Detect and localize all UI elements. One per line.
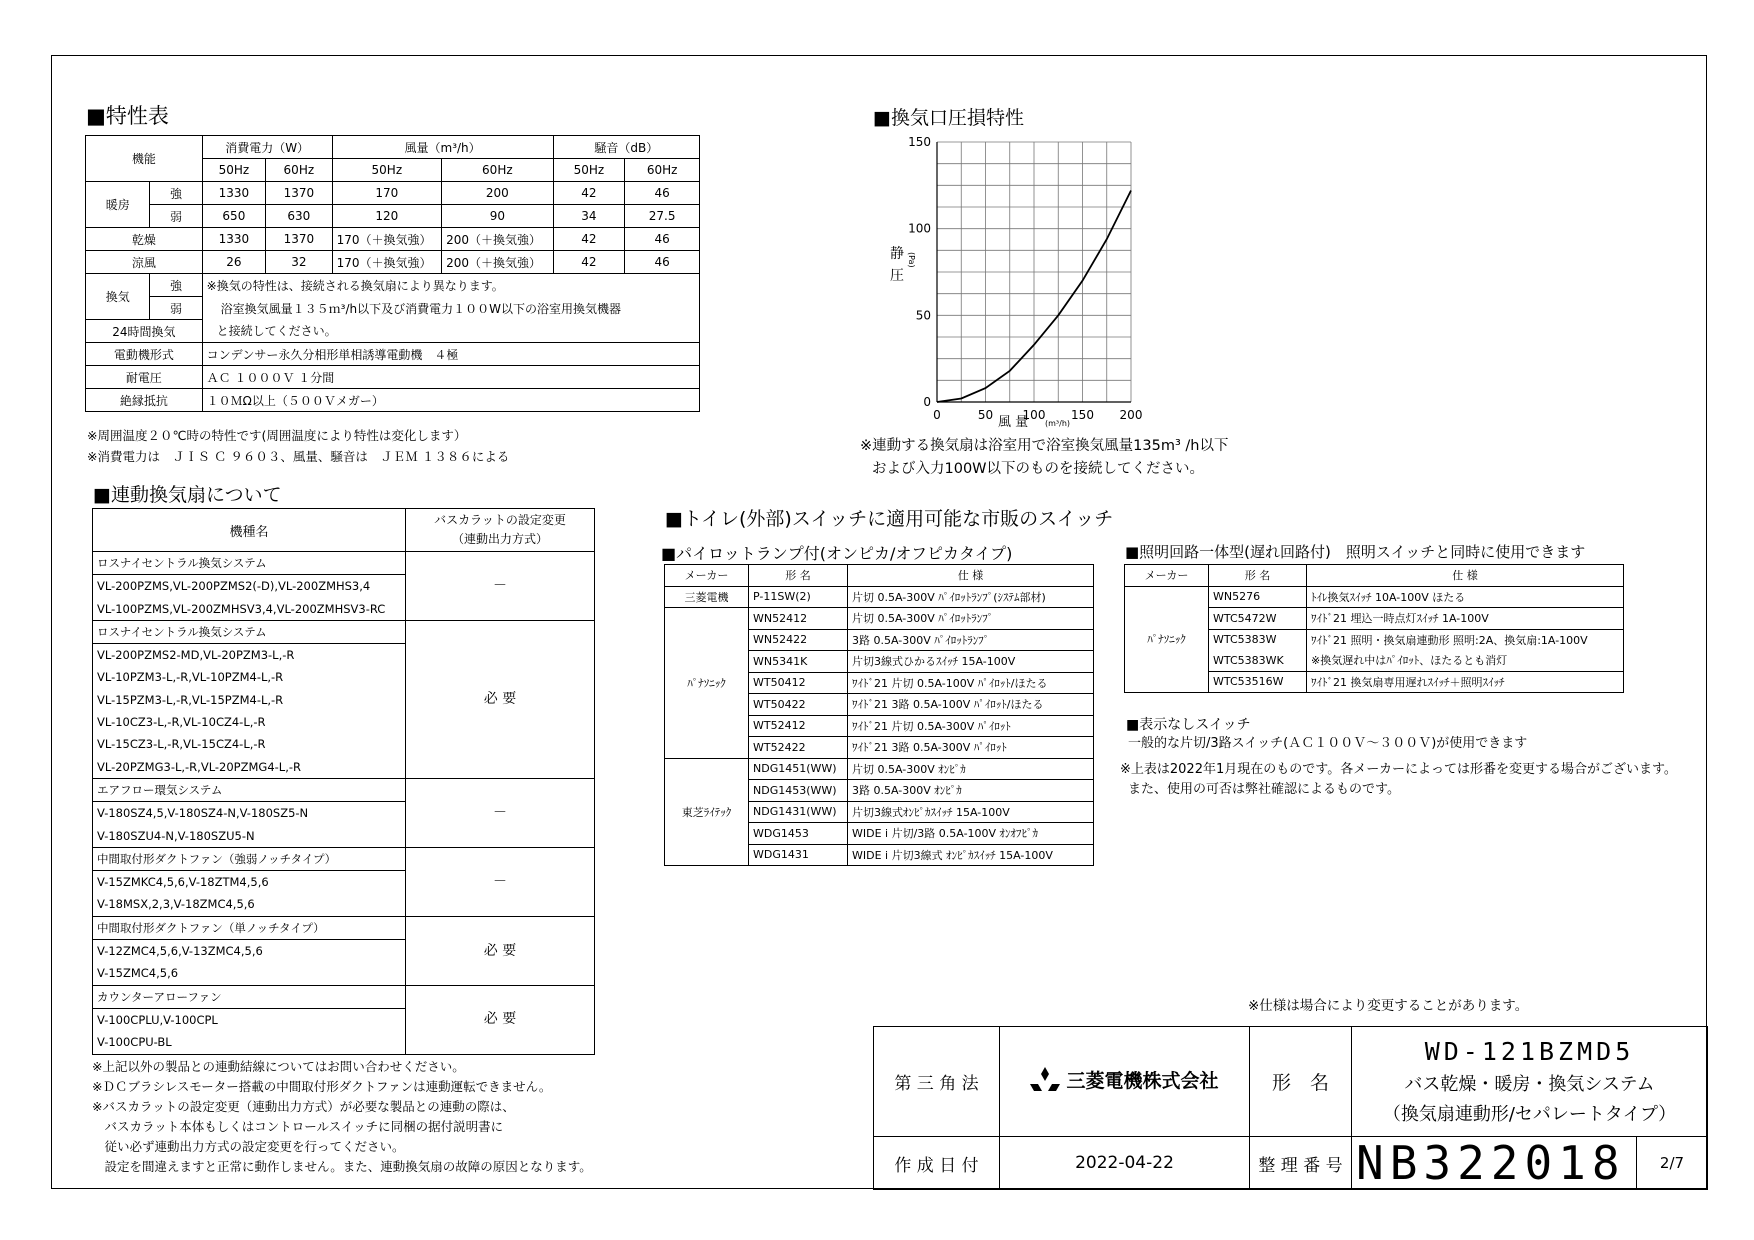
- date-label: 作 成 日 付: [874, 1137, 1000, 1190]
- fan-note: 従い必ず連動出力方式の設定変更を行ってください。: [92, 1139, 405, 1154]
- fan-h-model: 機種名: [93, 509, 406, 552]
- fan-group-heading: 中間取付形ダクトファン（強弱ノッチタイプ）: [93, 847, 406, 870]
- switch-row: [665, 608, 1094, 630]
- value-cell: 200: [442, 182, 554, 205]
- spec-title: ■特性表: [86, 104, 169, 128]
- insulation-value: １０ＭΩ以上（５００Ｖメガー）: [202, 389, 699, 412]
- switch-model: WT50422: [749, 694, 848, 716]
- row-group: 乾燥: [86, 228, 203, 251]
- switch-spec: ﾄｲﾚ換気ｽｲｯﾁ 10A-100V ほたる: [1307, 586, 1624, 608]
- fan-model-list: VL-15CZ3-L,-R,VL-15CZ4-L,-R: [93, 733, 406, 755]
- fan-model-list: V-100CPLU,V-100CPL: [93, 1008, 406, 1031]
- hz-cell: 60Hz: [442, 159, 554, 182]
- value-cell: 170（＋換気強）: [332, 228, 441, 251]
- row-group: 暖房: [86, 182, 150, 228]
- fan-group-heading: エアフロー環気システム: [93, 778, 406, 801]
- switch-spec: 片切3線式ｵﾝﾋﾟｶｽｲｯﾁ 15A-100V: [848, 801, 1094, 823]
- switch-title: ■トイレ(外部)スイッチに適用可能な市販のスイッチ: [665, 508, 1114, 530]
- motor-value: コンデンサー永久分相形単相誘導電動機 ４極: [202, 343, 699, 366]
- value-cell: 90: [442, 205, 554, 228]
- date-value: 2022-04-22: [1000, 1137, 1250, 1190]
- fans-title: ■連動換気扇について: [93, 484, 282, 506]
- fan-model-list: V-18MSX,2,3,V-18ZMC4,5,6: [93, 893, 406, 916]
- switch-model: WT50412: [749, 672, 848, 694]
- switch-model: P-11SW(2): [749, 586, 848, 608]
- fan-row: [93, 847, 595, 870]
- chart-xtick-label: 50: [977, 408, 994, 422]
- hz-cell: 50Hz: [553, 159, 625, 182]
- vent-note-2: 浴室換気風量１３５ｍ³/h以下及び消費電力１００W以下の浴室用換気機器: [202, 297, 699, 320]
- switch-maker: 東芝ﾗｲﾃｯｸ: [665, 758, 749, 866]
- switch-spec: ※換気遅れ中はﾊﾟｲﾛｯﾄ、ほたるとも消灯: [1307, 650, 1624, 671]
- value-cell: 200（＋換気強）: [442, 228, 554, 251]
- value-cell: 1370: [266, 182, 333, 205]
- fan-model-list: VL-200PZMS,VL-200PZMS2(-D),VL-200ZMHS3,4: [93, 575, 406, 598]
- pilot-h-maker: メーカー: [665, 565, 749, 587]
- spec-note-1: ※周囲温度２０℃時の特性です(周囲温度により特性は変化します）: [87, 428, 467, 443]
- chart-xlabel: 風 量: [998, 415, 1029, 430]
- pressure-loss-chart: [860, 130, 1160, 440]
- fan-setting: 必 要: [406, 916, 595, 985]
- value-cell: 1330: [202, 182, 265, 205]
- fan-setting: 必 要: [406, 620, 595, 778]
- value-cell: 26: [202, 251, 265, 274]
- value-cell: 46: [625, 182, 700, 205]
- fan-notes: [92, 1057, 592, 1177]
- hz-cell: 60Hz: [266, 159, 333, 182]
- switch-model: NDG1453(WW): [749, 780, 848, 802]
- value-cell: 630: [266, 205, 333, 228]
- spec-h-power: 消費電力（W）: [202, 136, 332, 159]
- product-name-1: バス乾燥・暖房・換気システム: [1404, 1074, 1655, 1095]
- switch-spec: ﾜｲﾄﾞ21 照明・換気扇連動形 照明:2A、換気扇:1A-100V: [1307, 629, 1624, 650]
- switch-model: NDG1431(WW): [749, 801, 848, 823]
- value-cell: 34: [553, 205, 625, 228]
- chart-xtick-label: 200: [1119, 408, 1143, 422]
- switch-spec: ﾜｲﾄﾞ21 埋込一時点灯ｽｲｯﾁ 1A-100V: [1307, 608, 1624, 630]
- hz-cell: 60Hz: [625, 159, 700, 182]
- chart-x-ticks: [933, 408, 1142, 422]
- fan-h-setting-2: （連動出力方式）: [451, 532, 548, 546]
- model-cell: [1352, 1027, 1708, 1137]
- fan-group-heading: ロスナイセントラル換気システム: [93, 620, 406, 643]
- switch-row: [665, 586, 1094, 608]
- switch-maker: 三菱電機: [665, 586, 749, 608]
- chart-note-2: および入力100W以下のものを接続してください。: [872, 461, 1205, 477]
- switch-row: [1125, 586, 1624, 608]
- row-sub: 強: [150, 182, 202, 205]
- value-cell: 1370: [266, 228, 333, 251]
- spec-h-noise: 騒音（dB）: [553, 136, 699, 159]
- switch-note-2: また、使用の可否は弊社確認によるものです。: [1128, 782, 1400, 797]
- chart-xtick-label: 0: [933, 408, 941, 422]
- fan-row: [93, 620, 595, 643]
- motor-label: 電動機形式: [86, 343, 203, 366]
- switch-model: WN52412: [749, 608, 848, 630]
- switch-spec: ﾜｲﾄﾞ21 3路 0.5A-100V ﾊﾟｲﾛｯﾄ/ほたる: [848, 694, 1094, 716]
- fan-row: [93, 985, 595, 1008]
- row-sub: 弱: [150, 205, 202, 228]
- chart-ylabel-2: 圧: [890, 268, 904, 284]
- spec-h-air: 風量（m³/h）: [332, 136, 553, 159]
- value-cell: 42: [553, 228, 625, 251]
- value-cell: 650: [202, 205, 265, 228]
- value-cell: 46: [625, 228, 700, 251]
- switch-model: WTC5472W: [1209, 608, 1307, 630]
- fan-h-setting-1: バスカラットの設定変更: [434, 513, 566, 527]
- doc-no: NB322018: [1352, 1137, 1637, 1190]
- fan-model-list: VL-20PZMG3-L,-R,VL-20PZMG4-L,-R: [93, 756, 406, 779]
- pilot-switch-table: [664, 564, 1094, 866]
- company-name: 三菱電機株式会社: [1066, 1070, 1219, 1093]
- change-note: ※仕様は場合により変更することがあります。: [1248, 998, 1529, 1014]
- switch-spec: WIDE i 片切/3路 0.5A-100V ｵﾝｵﾌﾋﾟｶ: [848, 823, 1094, 845]
- fan-model-list: V-12ZMC4,5,6,V-13ZMC4,5,6: [93, 940, 406, 963]
- fan-group-heading: 中間取付形ダクトファン（単ノッチタイプ）: [93, 916, 406, 939]
- fan-model-list: VL-100PZMS,VL-200ZMHSV3,4,VL-200ZMHSV3-RC: [93, 598, 406, 621]
- fan-model-list: V-15ZMKC4,5,6,V-18ZTM4,5,6: [93, 871, 406, 894]
- fan-table: [92, 508, 595, 1055]
- model-code: WD-121BZMD5: [1424, 1037, 1635, 1066]
- light-h-spec: 仕 様: [1307, 565, 1624, 587]
- fan-model-list: V-15ZMC4,5,6: [93, 962, 406, 985]
- switch-spec: 片切3線式ひかるｽｲｯﾁ 15A-100V: [848, 651, 1094, 673]
- fan-group-heading: ロスナイセントラル換気システム: [93, 552, 406, 575]
- fan-note: 設定を間違えますと正常に動作しません。また、連動換気扇の故障の原因となります。: [92, 1159, 592, 1174]
- vent-note-1: ※換気の特性は、接続される換気扇により異なります。: [202, 274, 699, 297]
- switch-spec: 片切 0.5A-300V ﾊﾟｲﾛｯﾄﾗﾝﾌﾟ: [848, 608, 1094, 630]
- fan-setting: －: [406, 847, 595, 916]
- switch-model: WTC5383WK: [1209, 650, 1307, 671]
- light-title: ■照明回路一体型(遅れ回路付) 照明スイッチと同時に使用できます: [1125, 543, 1586, 561]
- chart-xtick-label: 100: [1022, 408, 1046, 422]
- vent-label: 換気: [86, 274, 150, 320]
- fan-model-list: V-100CPU-BL: [93, 1031, 406, 1054]
- switch-model: WTC53516W: [1209, 671, 1307, 693]
- light-switch-table: [1124, 564, 1624, 693]
- chart-ylabel-1: 静: [890, 246, 904, 262]
- switch-spec: 3路 0.5A-300V ｵﾝﾋﾟｶ: [848, 780, 1094, 802]
- switch-spec: 片切 0.5A-300V ﾊﾟｲﾛｯﾄﾗﾝﾌﾟ(ｼｽﾃﾑ部材): [848, 586, 1094, 608]
- chart-ytick-label: 100: [908, 221, 931, 236]
- switch-spec: 3路 0.5A-300V ﾊﾟｲﾛｯﾄﾗﾝﾌﾟ: [848, 629, 1094, 651]
- fan-row: [93, 916, 595, 939]
- light-h-maker: メーカー: [1125, 565, 1209, 587]
- chart-xunit: (m³/h): [1045, 419, 1071, 428]
- switch-note-1: ※上表は2022年1月現在のものです。各メーカーによっては形番を変更する場合がございます。: [1120, 762, 1677, 777]
- switch-model: WT52412: [749, 715, 848, 737]
- hz-cell: 50Hz: [332, 159, 441, 182]
- switch-model: WTC5383W: [1209, 629, 1307, 650]
- chart-ytick-label: 150: [908, 135, 931, 149]
- row-group: 涼風: [86, 251, 203, 274]
- fan-note: ※バスカラットの設定変更（連動出力方式）が必要な製品との連動の際は、: [92, 1099, 515, 1114]
- fan-model-list: V-180SZU4-N,V-180SZU5-N: [93, 825, 406, 848]
- switch-model: WDG1453: [749, 823, 848, 845]
- fan-note: ※上記以外の製品との連動結線についてはお問い合わせください。: [92, 1059, 465, 1074]
- fan-row: [93, 778, 595, 801]
- value-cell: 42: [553, 182, 625, 205]
- pilot-h-spec: 仕 様: [848, 565, 1094, 587]
- spec-table: [85, 135, 700, 412]
- nodisp-title: ■表示なしスイッチ: [1126, 717, 1251, 733]
- chart-y-ticks: [908, 135, 931, 409]
- switch-spec: ﾜｲﾄﾞ21 3路 0.5A-300V ﾊﾟｲﾛｯﾄ: [848, 737, 1094, 759]
- vent-note-3: と接続してください。: [202, 320, 699, 343]
- fan-model-list: VL-200PZMS2-MD,VL-20PZM3-L,-R: [93, 644, 406, 667]
- pilot-title: ■パイロットランプ付(オンピカ/オフピカタイプ): [661, 544, 1013, 563]
- fan-row: [93, 552, 595, 575]
- chart-note-1: ※連動する換気扇は浴室用で浴室換気風量135m³ /h以下: [860, 438, 1229, 454]
- fan-model-list: VL-10CZ3-L,-R,VL-10CZ4-L,-R: [93, 711, 406, 733]
- page-number: 2/7: [1637, 1137, 1708, 1190]
- fan-note: バスカラット本体もしくはコントロールスイッチに同梱の据付説明書に: [92, 1119, 504, 1134]
- doc-no-label: 整 理 番 号: [1250, 1137, 1352, 1190]
- light-h-model: 形 名: [1209, 565, 1307, 587]
- vent-strong: 強: [150, 274, 202, 297]
- company-cell: [1000, 1027, 1250, 1137]
- chart-yunit: (Pa): [907, 252, 916, 268]
- vent-24h: 24時間換気: [86, 320, 203, 343]
- value-cell: 120: [332, 205, 441, 228]
- pilot-h-model: 形 名: [749, 565, 848, 587]
- nodisp-text: 一般的な片切/3路スイッチ(ＡＣ１００Ｖ～３００Ｖ)が使用できます: [1128, 736, 1528, 751]
- product-name-2: （換気扇連動形/セパレートタイプ）: [1382, 1104, 1677, 1125]
- withstand-label: 耐電圧: [86, 366, 203, 389]
- value-cell: 1330: [202, 228, 265, 251]
- chart-grid: [937, 142, 1131, 402]
- value-cell: 200（＋換気強）: [442, 251, 554, 274]
- value-cell: 32: [266, 251, 333, 274]
- fan-model-list: V-180SZ4,5,V-180SZ4-N,V-180SZ5-N: [93, 802, 406, 825]
- switch-spec: ﾜｲﾄﾞ21 換気扇専用遅れｽｲｯﾁ＋照明ｽｲｯﾁ: [1307, 671, 1624, 693]
- value-cell: 170: [332, 182, 441, 205]
- withstand-value: ＡＣ １０００Ｖ １分間: [202, 366, 699, 389]
- switch-spec: 片切 0.5A-300V ｵﾝﾋﾟｶ: [848, 758, 1094, 780]
- switch-model: NDG1451(WW): [749, 758, 848, 780]
- value-cell: 170（＋換気強）: [332, 251, 441, 274]
- fan-setting: －: [406, 552, 595, 621]
- vent-weak: 弱: [150, 297, 202, 320]
- model-label: 形 名: [1250, 1027, 1352, 1137]
- hz-cell: 50Hz: [202, 159, 265, 182]
- mitsubishi-logo-icon: [1030, 1067, 1060, 1093]
- switch-model: WN52422: [749, 629, 848, 651]
- value-cell: 46: [625, 251, 700, 274]
- value-cell: 42: [553, 251, 625, 274]
- title-block: [873, 1026, 1708, 1190]
- switch-spec: ﾜｲﾄﾞ21 片切 0.5A-100V ﾊﾟｲﾛｯﾄ/ほたる: [848, 672, 1094, 694]
- chart-title: ■換気口圧損特性: [873, 107, 1024, 129]
- value-cell: 27.5: [625, 205, 700, 228]
- switch-spec: WIDE i 片切3線式 ｵﾝﾋﾟｶｽｲｯﾁ 15A-100V: [848, 844, 1094, 866]
- switch-maker: ﾊﾟﾅｿﾆｯｸ: [665, 608, 749, 759]
- fan-note: ※ＤＣブラシレスモーター搭載の中間取付形ダクトファンは連動運転できません。: [92, 1079, 552, 1094]
- fan-model-list: VL-10PZM3-L,-R,VL-10PZM4-L,-R: [93, 666, 406, 688]
- switch-maker: ﾊﾟﾅｿﾆｯｸ: [1125, 586, 1209, 693]
- fan-group-heading: カウンターアローファン: [93, 985, 406, 1008]
- switch-model: WN5276: [1209, 586, 1307, 608]
- fan-model-list: VL-15PZM3-L,-R,VL-15PZM4-L,-R: [93, 689, 406, 711]
- switch-row: [665, 758, 1094, 780]
- projection-label: 第 三 角 法: [874, 1027, 1000, 1137]
- fan-setting: －: [406, 778, 595, 847]
- insulation-label: 絶縁抵抗: [86, 389, 203, 412]
- fan-setting: 必 要: [406, 985, 595, 1054]
- switch-spec: ﾜｲﾄﾞ21 片切 0.5A-300V ﾊﾟｲﾛｯﾄ: [848, 715, 1094, 737]
- chart-xtick-label: 150: [1071, 408, 1094, 422]
- fan-h-setting: [406, 509, 595, 552]
- switch-model: WDG1431: [749, 844, 848, 866]
- chart-ytick-label: 50: [915, 308, 931, 323]
- switch-model: WN5341K: [749, 651, 848, 673]
- switch-model: WT52422: [749, 737, 848, 759]
- chart-ytick-label: 0: [923, 395, 931, 409]
- spec-h-func: 機能: [86, 136, 203, 182]
- spec-note-2: ※消費電力は ＪＩＳ Ｃ ９６０３、風量、騒音は ＪＥＭ １３８６による: [87, 449, 510, 464]
